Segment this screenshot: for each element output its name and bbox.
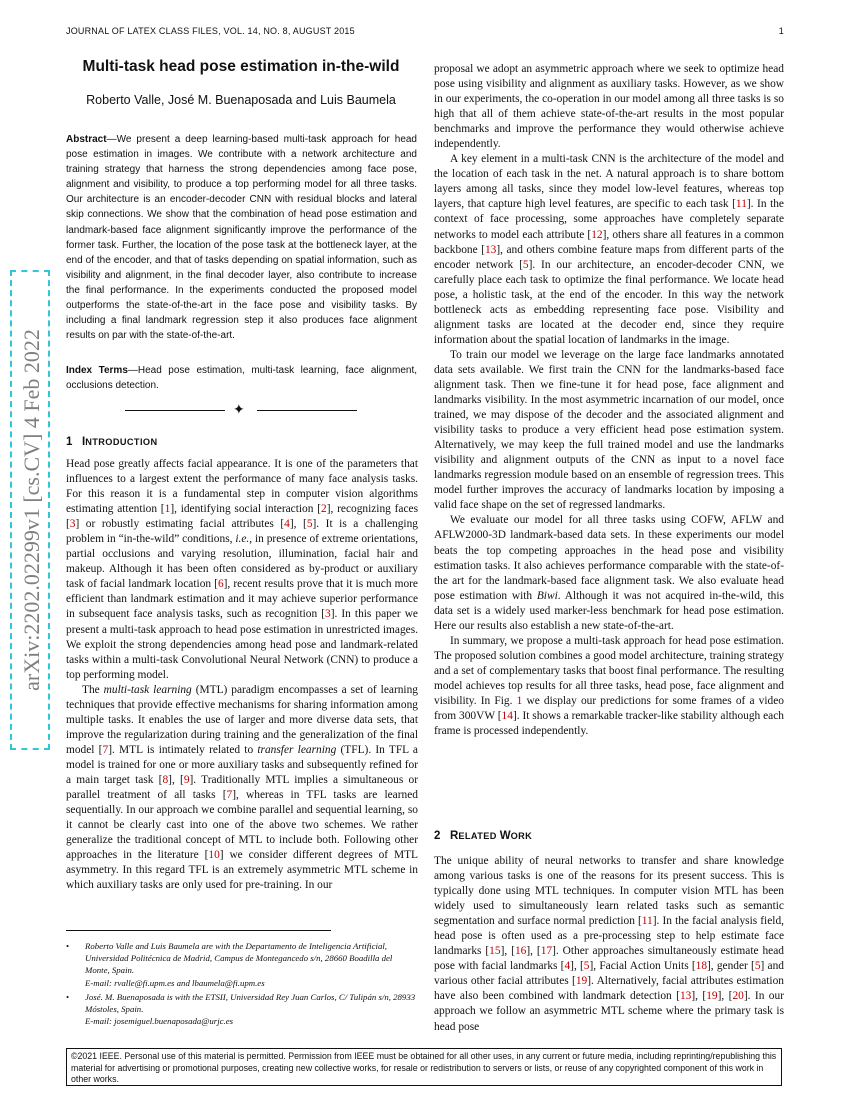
author-footnotes [66,940,418,1029]
citation-link[interactable]: 13 [484,243,497,256]
intro-paragraph-7: In summary, we propose a multi-task approach for head pose estimation. The proposed solution combines a good model architecture, training strategy and a set of complementary tasks that boost final performance. The resulting model achieves top results for all three tasks, head pose, face alignment and visibility. In Fig. 1 we display our predictions for some frames of a video from 300VW [14]. It shows a remarkable tracker-like stability although each frame is processed independently. [434,634,784,738]
citation-link[interactable]: 19 [706,990,718,1003]
intro-paragraph-5: To train our model we leverage on the large face landmarks annotated data sets available. We first train the CNN for the landmarks-based face alignment task. Then we fine-tune it for head pose, face alignment and landmarks visibility. In the most asymmetric incarnation of our model, once trained, we may dispose of the decoder and the associated alignment and visibility tasks to produce a very efficient head pose estimation system. Alternatively, we may keep the full trained model and use the landmarks visibility and alignment outputs of the CNN as input to a novel face landmarks regression module based on an ensemble of regression trees. This model further improves the accuracy of landmarks location by imposing a valid face shape on the set of regressed landmarks. [434,348,784,512]
citation-link[interactable]: 19 [575,975,588,988]
citation-link[interactable]: 15 [489,945,501,958]
citation-link[interactable]: 4 [564,960,571,973]
citation-link[interactable]: 20 [732,990,744,1003]
citation-link[interactable]: 5 [754,960,761,973]
footnote-item: • José. M. Buenaposada is with the ETSII, Universidad Rey Juan Carlos, C/ Tulipán s/n, 28933 Móstoles, Spain. E-mail: josemiguel.buenaposada@urjc.es [66,991,416,1027]
arxiv-stamp [10,270,50,750]
intro-paragraph-6: We evaluate our model for all three tasks using COFW, AFLW and AFLW2000-3D landmark-based data sets. In these experiments our model beats the top competing approaches in the head pose and visibility estimation tasks. It also achieves performance comparable with the state-of-the art for the landmark-based face alignment task. We also evaluate head pose estimation with Biwi. Although it was not acquired in-the-wild, this data set is a widely used marker-less benchmark for head pose estimation. Here our results also establish a new state-of-the-art. [434,514,784,632]
section-divider [125,401,357,421]
citation-link[interactable]: 10 [208,849,220,862]
related-work-body [434,854,784,1035]
arxiv-identifier[interactable]: arXiv:2202.02299v1 [cs.CV] 4 Feb 2022 [10,270,50,750]
left-column-body [66,457,418,893]
intro-paragraph-3: proposal we adopt an asymmetric approach where we seek to optimize head pose using visibility and alignment as auxiliary tasks. However, as we show in our experiments, the co-operation in our model among all three tasks is so high that all of them achieve state-of-the-art results in the most popular benchmarks and improve the performance they would otherwise achieve independently. [434,63,784,151]
citation-link[interactable]: 3 [325,608,331,621]
figure-link[interactable]: 1 [516,694,523,707]
right-column-body [434,62,784,739]
running-header [66,26,784,36]
abstract [66,132,417,343]
divider-line-right [257,410,357,411]
citation-link[interactable]: 5 [522,258,529,271]
index-terms [66,363,417,393]
section-2-number: 2 [434,830,441,842]
citation-link[interactable]: 9 [183,773,190,786]
citation-link[interactable]: 8 [162,773,169,786]
citation-link[interactable]: 14 [501,710,513,723]
citation-link[interactable]: 18 [695,960,708,973]
footnote-rule [66,930,331,931]
bullet-icon: • [66,991,70,1002]
citation-link[interactable]: 5 [583,960,590,973]
intro-paragraph-1: Head pose greatly affects facial appearance. It is one of the parameters that influences to a largest extent the performance of many face analysis tasks. For this reason it is a fundamental step in computer vision algorithms estimating attention [1], identifying social interaction [2], recognizing faces [3] or robustly estimating facial attributes [4], [5]. It is a challenging problem in “in-the-wild” conditions, i.e., in presence of extreme orientations, partial occlusions and varying resolution, illumination, facial hair and makeup. Although it has been often considered as by-product or auxiliary task of facial landmark location [6], recent results prove that it is much more efficient than landmark estimation and it may achieve superior performance in subsequent face analysis tasks, such as recognition [3]. In this paper we present a multi-task approach to head pose estimation in unrestricted images. We exploit the strong dependencies among head pose and landmark-related tasks within a multi-task Convolutional Neural Network (CNN) to produce a top performing model. [66,458,418,681]
footnote-item: • Roberto Valle and Luis Baumela are with the Departamento de Inteligencia Artificial, Universidad Politécnica de Madrid, Campus de Montegancedo s/n, 28660 Boadilla del Monte, Spain. E-mail: rvalle@fi.upm.es and lbaumela@fi.upm.es [66,941,393,988]
citation-link[interactable]: 7 [102,743,109,756]
bullet-icon: • [66,941,70,951]
intro-paragraph-4: A key element in a multi-task CNN is the architecture of the model and the location of each task in the net. A natural approach is to share bottom layers among all tasks, since they model low-level features, whereas top layers, that capture high level features, are specific to each task [11]. In the context of face processing, some approaches have completely separate networks to model each attribute [12], others share all features in a common backbone [13], and others combine feature maps from different parts of the encoder network [5]. In our architecture, an encoder-decoder CNN, we carefully place each task to optimize the final performance. We locate head pose, a holistic task, at the end of the encoder. In this way the network bottleneck acts as embedding representing face pose. Visibility and alignment tasks are located at the decoder end, since they require information about the spatial location of landmarks in the image. [434,153,785,346]
paper-authors: Roberto Valle, José M. Buenaposada and Luis Baumela [86,93,396,107]
page-number: 1 [778,26,784,36]
citation-link[interactable]: 11 [641,915,653,928]
citation-link[interactable]: 3 [69,518,76,531]
paper-title: Multi-task head pose estimation in-the-wild [82,58,400,75]
journal-name: JOURNAL OF LATEX CLASS FILES, VOL. 14, NO. 8, AUGUST 2015 [66,26,355,36]
section-2-heading: 2 RELATED WORK [434,830,533,842]
copyright-notice: ©2021 IEEE. Personal use of this material is permitted. Permission from IEEE must be obtained for all other uses, in any current or future media, including reprinting/republishing this material for advertising or promotional purposes, creating new collective works, for resale or redistribution to servers or lists, or reuse of any copyrighted component of this work in other works. [66,1048,782,1086]
citation-link[interactable]: 2 [321,503,327,516]
index-terms-label: Index Terms [66,365,128,376]
citation-link[interactable]: 13 [679,990,692,1003]
citation-link[interactable]: 12 [591,228,603,241]
section-1-number: 1 [66,436,73,448]
citation-link[interactable]: 1 [164,503,171,516]
abstract-text: —We present a deep learning-based multi-task approach for head pose estimation in images. We contribute with a network architecture and training strategy that harness the strong dependencies among face pose, alignment and visibility, to produce a top performing model for all three tasks. Our architecture is an encoder-decoder CNN with residual blocks and lateral skip connections. We show that the combination of head pose estimation and landmark-based face alignment significantly improve the performance of the former task. Further, the location of the pose task at the bottleneck layer, at the end of the encoder, and that of tasks depending on spatial information, such as visibility and alignment, in the final decoder layer, also contribute to increase the final performance. In the experiments conducted the proposed model outperforms the state-of-the-art in the face pose and visibility tasks. By including a final landmark regression step it also produces face alignment results on par with the state-of-the-art. [66,134,417,342]
citation-link[interactable]: 17 [540,945,553,958]
abstract-label: Abstract [66,134,107,145]
divider-line-left [125,410,225,411]
citation-link[interactable]: 16 [514,945,527,958]
citation-link[interactable]: 6 [217,578,224,591]
section-1-heading: 1 INTRODUCTION [66,436,158,448]
related-work-paragraph: The unique ability of neural networks to transfer and share knowledge among various tasks is one of the reasons for its present success. This is typically done using MTL techniques. In computer vision MTL has been widely used to simultaneously learn related tasks such as semantic segmentation and surface normal prediction [11]. In the facial analysis field, head pose is often used as a pre-processing step to help estimate face landmarks [15], [16], [17]. Other approaches simultaneously estimate head pose with facial landmarks [4], [5], Facial Action Units [18], gender [5] and various other facial attributes [19]. Alternatively, facial attributes estimation have also been combined with landmark detection [13], [19], [20]. In our approach we follow an asymmetric MTL scheme where the primary task is head pose [434,855,784,1033]
citation-link[interactable]: 7 [226,789,233,802]
citation-link[interactable]: 4 [284,518,290,531]
citation-link[interactable]: 11 [735,198,747,211]
citation-link[interactable]: 5 [306,518,313,531]
index-terms-text: —Head pose estimation, multi-task learning, face alignment, occlusions detection. [66,365,417,392]
intro-paragraph-2: The multi-task learning (MTL) paradigm encompasses a set of learning techniques that provide effective mechanisms for sharing information among multiple tasks. It enables the use of larger and more diverse data sets, that improve the regularization during training and the generalization of the final model [7]. MTL is intimately related to transfer learning (TFL). In TFL a model is trained for one or more auxiliary tasks and subsequently refined for a main target task [8], [9]. Traditionally MTL implies a simultaneous or parallel treatment of all tasks [7], whereas in TFL tasks are learned sequentially. In our approach we combine parallel and sequential learning, so it cannot be clearly cast into one of the above two schemes. We rather generalize the traditional concept of MTL to include both. Following other approaches in the literature [10] we consider different degrees of MTL asymmetry. In this regard TFL is an extremely asymmetric MTL scheme in which auxiliary tasks are only used for pre-training. In our [66,683,418,892]
divider-star-icon: ✦ [233,403,245,418]
